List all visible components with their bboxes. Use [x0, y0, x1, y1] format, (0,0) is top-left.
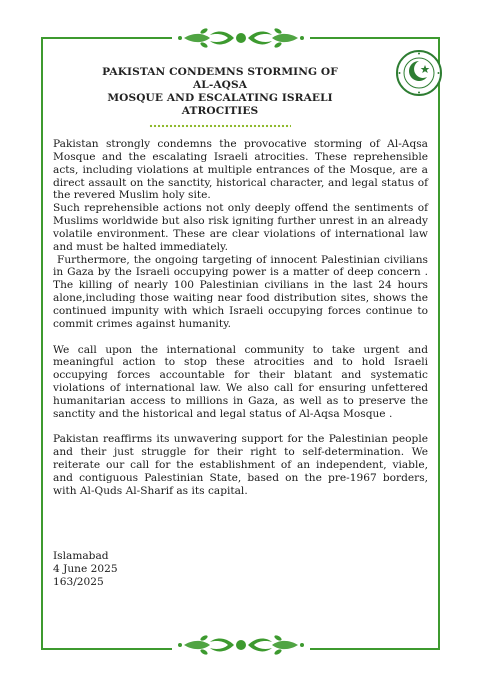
- place: Islamabad: [53, 550, 109, 562]
- paragraph-2: Such reprehensible actions not only deeply offend the sentiments of Muslims worldwide but also risk igniting further unrest in an already volatile environment. These are clear violations of international law and must be halted immediately.: [53, 202, 428, 253]
- ministry-emblem-icon: [395, 49, 443, 97]
- bottom-ornament-icon: [172, 633, 310, 661]
- reference-number: 163/2025: [53, 575, 104, 588]
- press-release-body: [53, 138, 428, 498]
- dotted-divider: [149, 124, 291, 128]
- paragraph-1: Pakistan strongly condemns the provocative storming of Al-Aqsa Mosque and the escalating Israeli atrocities. These reprehensible acts, including violations at multiple entrances of the Mosque, are a direct assault on the sanctity, historical character, and legal status of the revered Muslim holy site.: [53, 138, 428, 202]
- paragraph-5: Pakistan reaffirms its unwavering support for the Palestinian people and their just struggle for their right to self-determination. We reiterate our call for the establishment of an independent, viable, and contiguous Palestinian State, based on the pre-1967 borders, with Al-Quds Al-Sharif as its capital.: [53, 433, 428, 497]
- date: 4 June 2025: [53, 562, 118, 575]
- title-line-1: PAKISTAN CONDEMNS STORMING OF AL-AQSA: [102, 66, 338, 91]
- signature-block: [53, 550, 118, 589]
- title-line-2: MOSQUE AND ESCALATING ISRAELI ATROCITIES: [107, 92, 333, 117]
- paragraph-4: We call upon the international community to take urgent and meaningful action to stop these atrocities and to hold Israeli occupying forces accountable for their blatant and systematic violations of international law. We also call for ensuring unfettered humanitarian access to millions in Gaza, as well as to preserve the sanctity and the historical and legal status of Al-Aqsa Mosque .: [53, 343, 428, 420]
- paragraph-3: Furthermore, the ongoing targeting of innocent Palestinian civilians in Gaza by the Israeli occupying power is a matter of deep concern . The killing of nearly 100 Palestinian civilians in the last 24 hours alone,including those waiting near food distribution sites, shows the continued impunity with which Israeli occupying forces continue to commit crimes against humanity.: [53, 253, 428, 330]
- header: [95, 66, 345, 128]
- top-ornament-icon: [172, 26, 310, 54]
- press-release-title: [95, 66, 345, 118]
